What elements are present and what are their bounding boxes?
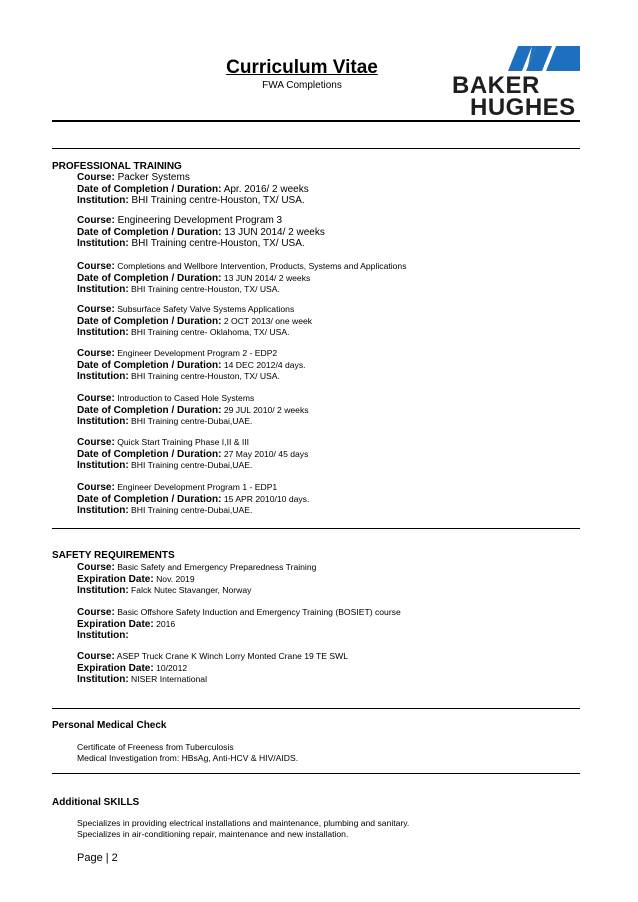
field-label: Expiration Date:	[77, 618, 154, 630]
training-entry	[77, 261, 577, 296]
field-value: Engineering Development Program 3	[117, 215, 283, 226]
field-label: Institution:	[77, 371, 129, 382]
field-value: BHI Training centre-Dubai,UAE.	[131, 460, 253, 470]
field-label: Institution:	[77, 195, 129, 206]
safety-entry	[77, 607, 577, 642]
field-label: Expiration Date:	[77, 573, 154, 585]
institution-line	[77, 327, 577, 339]
field-label: Institution:	[77, 674, 129, 685]
field-label: Course:	[77, 172, 115, 183]
field-label: Course:	[77, 607, 115, 618]
field-value: BHI Training centre-Dubai,UAE.	[131, 505, 253, 515]
institution-line	[77, 460, 577, 472]
section-heading-skills: Additional SKILLS	[52, 797, 140, 808]
training-entry	[77, 437, 577, 472]
training-entry	[77, 482, 577, 517]
field-value: Falck Nutec Stavanger, Norway	[131, 585, 252, 595]
field-label: Date of Completion / Duration:	[77, 272, 222, 284]
field-label: Course:	[77, 562, 115, 573]
field-label: Date of Completion / Duration:	[77, 359, 222, 371]
field-label: Date of Completion / Duration:	[77, 404, 222, 416]
divider	[52, 528, 580, 529]
field-label: Course:	[77, 348, 115, 359]
completion-line	[77, 494, 577, 506]
field-label: Institution:	[77, 460, 129, 471]
field-label: Date of Completion / Duration:	[77, 226, 222, 238]
institution-line	[77, 505, 577, 517]
logo-baker-text: BAKER	[452, 72, 540, 99]
field-value: Nov. 2019	[156, 573, 195, 584]
field-value: 29 JUL 2010/ 2 weeks	[223, 404, 309, 415]
field-label: Course:	[77, 437, 115, 448]
completion-line	[77, 273, 577, 285]
field-value: BHI Training centre-Houston, TX/ USA.	[131, 195, 305, 206]
course-line	[77, 562, 577, 574]
field-label: Course:	[77, 261, 115, 272]
field-label: Date of Completion / Duration:	[77, 448, 222, 460]
training-entry	[77, 304, 577, 339]
field-label: Institution:	[77, 630, 129, 641]
field-label: Institution:	[77, 327, 129, 338]
medical-line: Certificate of Freeness from Tuberculosis	[77, 742, 234, 752]
medical-line: Medical Investigation from: HBsAg, Anti-HCV & HIV/AIDS.	[77, 753, 299, 763]
field-value: Completions and Wellbore Intervention, Products, Systems and Applications	[117, 261, 407, 271]
field-value: BHI Training centre-Dubai,UAE.	[131, 416, 253, 426]
field-value: Quick Start Training Phase I,II & III	[117, 437, 250, 447]
course-line	[77, 172, 577, 184]
field-value: NISER International	[131, 674, 207, 684]
institution-line	[77, 585, 577, 597]
document-title: Curriculum Vitae	[226, 57, 378, 78]
field-value: Introduction to Cased Hole Systems	[117, 393, 255, 403]
course-line	[77, 393, 577, 405]
completion-line	[77, 360, 577, 372]
course-line	[77, 304, 577, 316]
safety-entry	[77, 562, 577, 597]
completion-line	[77, 449, 577, 461]
course-line	[77, 607, 577, 619]
skills-line: Specializes in air-conditioning repair, maintenance and new installation.	[77, 829, 349, 839]
expiration-line	[77, 619, 577, 631]
field-value: 14 DEC 2012/4 days.	[223, 359, 306, 370]
field-value: 13 JUN 2014/ 2 weeks	[224, 226, 325, 238]
field-label: Expiration Date:	[77, 662, 154, 674]
field-label: Course:	[77, 482, 115, 493]
divider	[52, 708, 580, 709]
field-value: Apr. 2016/ 2 weeks	[223, 183, 309, 195]
training-entry	[77, 172, 577, 207]
header-divider	[52, 120, 580, 122]
course-line	[77, 437, 577, 449]
field-label: Date of Completion / Duration:	[77, 315, 222, 327]
course-line	[77, 651, 577, 663]
course-line	[77, 215, 577, 227]
course-line	[77, 482, 577, 494]
institution-line	[77, 630, 577, 642]
field-label: Course:	[77, 651, 115, 662]
field-value: Basic Offshore Safety Induction and Emergency Training (BOSIET) course	[117, 607, 401, 617]
training-entry	[77, 215, 577, 250]
section-heading-medical: Personal Medical Check	[52, 720, 167, 731]
expiration-line	[77, 574, 577, 586]
field-label: Date of Completion / Duration:	[77, 493, 222, 505]
institution-line	[77, 371, 577, 383]
field-value: Packer Systems	[117, 172, 190, 183]
field-label: Institution:	[77, 505, 129, 516]
completion-line	[77, 227, 577, 239]
field-label: Institution:	[77, 284, 129, 295]
field-value: 2016	[156, 618, 176, 629]
institution-line	[77, 238, 577, 250]
divider	[52, 148, 580, 149]
logo-hughes-text: HUGHES	[470, 94, 576, 116]
field-label: Course:	[77, 393, 115, 404]
course-line	[77, 348, 577, 360]
field-value: BHI Training centre-Houston, TX/ USA.	[131, 238, 305, 249]
training-entry	[77, 393, 577, 428]
field-value: 27 May 2010/ 45 days	[223, 448, 309, 459]
training-entry	[77, 348, 577, 383]
field-label: Course:	[77, 304, 115, 315]
completion-line	[77, 405, 577, 417]
field-label: Institution:	[77, 585, 129, 596]
field-value: BHI Training centre-Houston, TX/ USA.	[131, 284, 280, 294]
institution-line	[77, 195, 577, 207]
field-value: Engineer Development Program 2 - EDP2	[117, 348, 278, 358]
field-label: Institution:	[77, 238, 129, 249]
field-value: Engineer Development Program 1 - EDP1	[117, 482, 278, 492]
field-label: Date of Completion / Duration:	[77, 183, 222, 195]
section-heading-safety: SAFETY REQUIREMENTS	[52, 550, 175, 561]
field-label: Institution:	[77, 416, 129, 427]
page-number: Page | 2	[77, 852, 118, 864]
institution-line	[77, 416, 577, 428]
field-value: BHI Training centre-Houston, TX/ USA.	[131, 371, 280, 381]
field-value: 10/2012	[156, 662, 188, 673]
baker-hughes-logo	[448, 44, 580, 116]
institution-line	[77, 674, 577, 686]
skills-line: Specializes in providing electrical installations and maintenance, plumbing and sanitary.	[77, 818, 410, 828]
safety-entry	[77, 651, 577, 686]
field-value: BHI Training centre- Oklahoma, TX/ USA.	[131, 327, 290, 337]
document-subtitle: FWA Completions	[262, 80, 342, 91]
field-value: ASEP Truck Crane K Winch Lorry Monted Crane 19 TE SWL	[116, 651, 349, 661]
completion-line	[77, 184, 577, 196]
divider	[52, 773, 580, 774]
field-value: Subsurface Safety Valve Systems Applications	[117, 304, 295, 314]
field-value: Basic Safety and Emergency Preparedness Training	[117, 562, 317, 572]
institution-line	[77, 284, 577, 296]
field-value: 2 OCT 2013/ one week	[223, 315, 313, 326]
field-label: Course:	[77, 215, 115, 226]
field-value: 15 APR 2010/10 days.	[223, 493, 310, 504]
course-line	[77, 261, 577, 273]
section-heading-training: PROFESSIONAL TRAINING	[52, 161, 182, 172]
field-value: 13 JUN 2014/ 2 weeks	[223, 272, 311, 283]
completion-line	[77, 316, 577, 328]
expiration-line	[77, 663, 577, 675]
